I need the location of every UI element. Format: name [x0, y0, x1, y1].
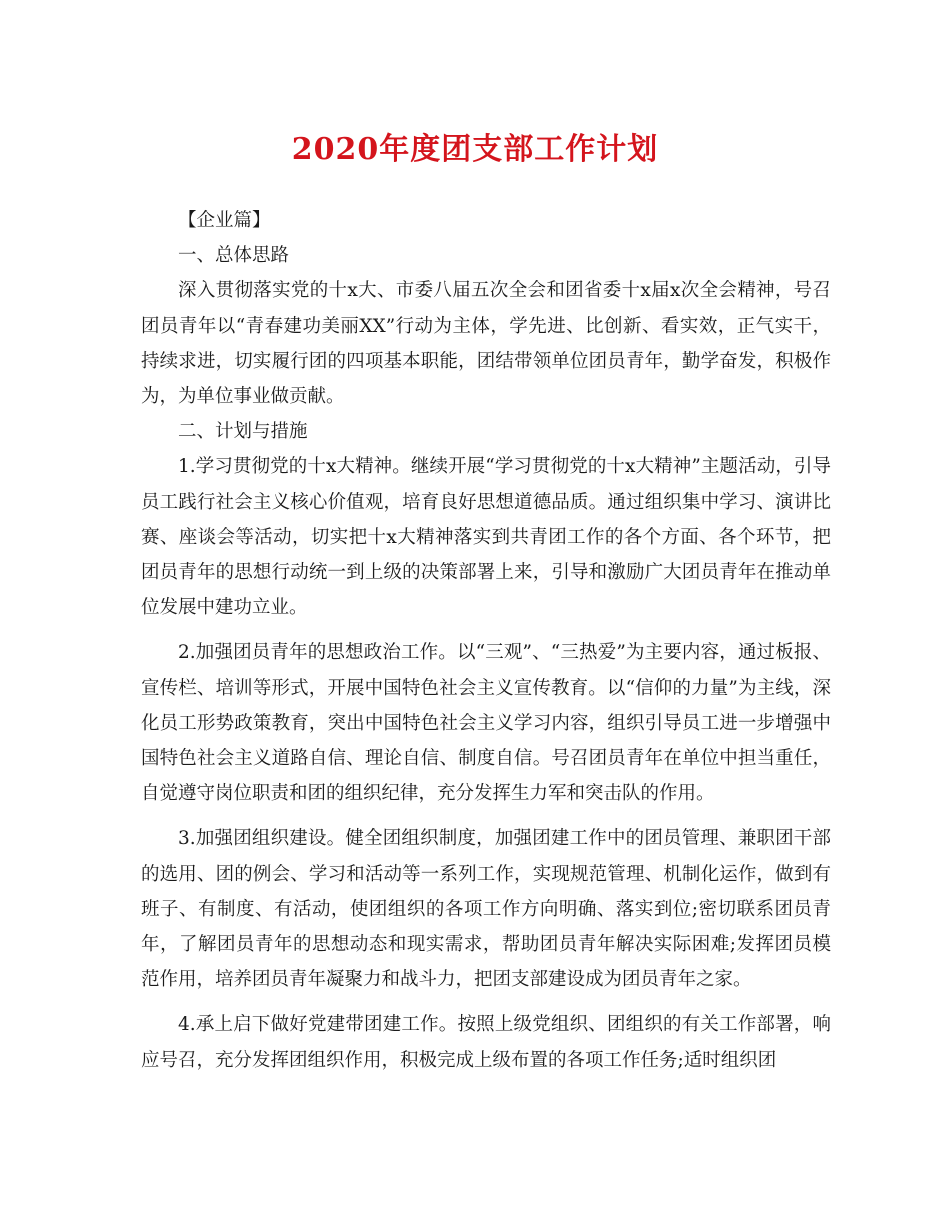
paragraph-overview: 深入贯彻落实党的十x大、市委八届五次全会和团省委十x届x次全会精神，号召团员青年以“青春建功美丽XX”行动为主体，学先进、比创新、看实效，正气实干，持续求进，切实履行团的四项基本职能，团结带领单位团员青年，勤学奋发，积极作为，为单位事业做贡献。	[141, 280, 831, 408]
section-heading-plans: 二、计划与措施	[178, 421, 308, 443]
section-label: 【企业篇】	[178, 210, 271, 231]
document-body	[141, 203, 831, 1078]
section-heading-overview: 一、总体思路	[178, 245, 290, 267]
paragraph-item-3: 3.加强团组织建设。健全团组织制度，加强团建工作中的团员管理、兼职团干部的选用、团的例会、学习和活动等一系列工作，实现规范管理、机制化运作，做到有班子、有制度、有活动，使团组织的各项工作方向明确、落实到位;密切联系团员青年，了解团员青年的思想动态和现实需求，帮助团员青年解决实际困难;发挥团员模范作用，培养团员青年凝聚力和战斗力，把团支部建设成为团员青年之家。	[141, 828, 831, 991]
document-title: 2020年度团支部工作计划	[291, 132, 659, 167]
paragraph-item-1: 1.学习贯彻党的十x大精神。继续开展“学习贯彻党的十x大精神”主题活动，引导员工践行社会主义核心价值观，培育良好思想道德品质。通过组织集中学习、演讲比赛、座谈会等活动，切实把十x大精神落实到共青团工作的各个方面、各个环节，把团员青年的思想行动统一到上级的决策部署上来，引导和激励广大团员青年在推动单位发展中建功立业。	[141, 456, 831, 619]
paragraph-item-4: 4.承上启下做好党建带团建工作。按照上级党组织、团组织的有关工作部署，响应号召，充分发挥团组织作用，积极完成上级布置的各项工作任务;适时组织团	[141, 1014, 831, 1071]
paragraph-item-2: 2.加强团员青年的思想政治工作。以“三观”、“三热爱”为主要内容，通过板报、宣传栏、培训等形式，开展中国特色社会主义宣传教育。以“信仰的力量”为主线，深化员工形势政策教育，突出中国特色社会主义学习内容，组织引导员工进一步增强中国特色社会主义道路自信、理论自信、制度自信。号召团员青年在单位中担当重任，自觉遵守岗位职责和团的组织纪律，充分发挥生力军和突击队的作用。	[141, 642, 831, 805]
